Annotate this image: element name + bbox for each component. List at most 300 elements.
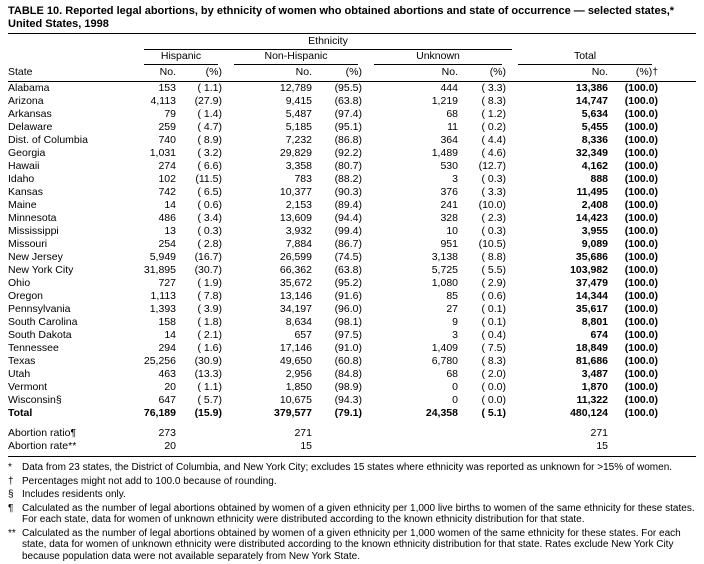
- abortions-table: [8, 35, 696, 457]
- state-cell: Total: [8, 407, 33, 419]
- percent-cell: ( 2.9): [481, 277, 507, 289]
- percent-cell: (100.0): [624, 316, 659, 328]
- count-cell: 727: [158, 277, 176, 289]
- percent-cell: (100.0): [624, 212, 659, 224]
- count-cell: 13,146: [279, 290, 312, 302]
- percent-cell: (63.8): [334, 95, 362, 107]
- percent-cell: ( 4.7): [197, 121, 222, 133]
- percent-cell: (60.8): [334, 355, 362, 367]
- percent-cell: [176, 420, 228, 440]
- state-cell: Minnesota: [8, 212, 57, 224]
- percent-cell: (94.3): [334, 394, 362, 406]
- count-cell: 13: [164, 225, 176, 237]
- count-cell: 35,672: [279, 277, 312, 289]
- table-row: [8, 186, 696, 199]
- percent-cell: (98.9): [334, 381, 362, 393]
- percent-cell: (96.0): [334, 303, 362, 315]
- table-row: [8, 420, 696, 440]
- percent-cell: ( 1.2): [481, 108, 507, 120]
- count-cell: 657: [294, 329, 312, 341]
- count-cell: 1,489: [431, 147, 458, 159]
- state-cell: Hawaii: [8, 160, 40, 172]
- count-cell: 1,031: [149, 147, 176, 159]
- count-cell: 27: [446, 303, 458, 315]
- percent-cell: ( 7.8): [197, 290, 222, 302]
- count-cell: 530: [440, 160, 458, 172]
- percent-cell: (100.0): [624, 173, 659, 185]
- state-cell: Oregon: [8, 290, 44, 302]
- count-cell: 4,113: [150, 95, 176, 107]
- count-cell: 2,956: [285, 368, 312, 380]
- count-cell: 328: [440, 212, 458, 224]
- state-cell: Pennsylvania: [8, 303, 71, 315]
- state-cell: Ohio: [8, 277, 31, 289]
- percent-cell: (86.8): [334, 134, 362, 146]
- percent-cell: (100.0): [624, 342, 659, 354]
- state-cell: Idaho: [8, 173, 35, 185]
- table-row: [8, 225, 696, 238]
- percent-cell: ( 0.6): [481, 290, 507, 302]
- count-cell: 79: [164, 108, 176, 120]
- state-cell: Kansas: [8, 186, 44, 198]
- count-cell: 1,409: [431, 342, 458, 354]
- percent-cell: ( 0.6): [197, 199, 222, 211]
- column-header-row: [8, 65, 696, 82]
- percent-cell: (63.8): [334, 264, 362, 276]
- percent-cell: (88.2): [334, 173, 362, 185]
- state-cell: Georgia: [8, 147, 46, 159]
- percent-cell: ( 6.6): [197, 160, 222, 172]
- percent-cell: ( 8.9): [197, 134, 222, 146]
- percent-cell: (97.4): [334, 108, 362, 120]
- state-cell: New Jersey: [8, 251, 63, 263]
- ethnicity-group-label: Ethnicity: [144, 35, 512, 50]
- table-row: [8, 199, 696, 212]
- state-cell: Texas: [8, 355, 36, 367]
- count-cell: 3,932: [285, 225, 312, 237]
- percent-cell: (100.0): [624, 160, 659, 172]
- count-cell: 444: [440, 82, 458, 94]
- state-cell: Utah: [8, 368, 31, 380]
- count-cell: 11: [447, 121, 458, 133]
- count-cell: 17,146: [279, 342, 312, 354]
- count-cell: 376: [440, 186, 458, 198]
- percent-cell: (90.3): [334, 186, 362, 198]
- count-cell: 68: [446, 108, 458, 120]
- count-cell: 3: [452, 329, 458, 341]
- count-cell: 3: [452, 173, 458, 185]
- count-cell: 31,895: [143, 264, 176, 276]
- percent-cell: ( 4.4): [481, 134, 507, 146]
- count-cell: 5,634: [581, 108, 609, 120]
- header-spacer: [8, 35, 138, 50]
- count-cell: 6,780: [431, 355, 458, 367]
- percent-cell: (100.0): [624, 82, 659, 94]
- non-hispanic-no-header: No.: [228, 65, 312, 82]
- percent-cell: [312, 420, 368, 440]
- state-cell: Dist. of Columbia: [8, 134, 88, 146]
- percent-cell: (15.9): [194, 407, 222, 419]
- percent-cell: ( 1.6): [197, 342, 222, 354]
- percent-cell: ( 2.0): [481, 368, 507, 380]
- count-cell: 35,686: [575, 251, 609, 263]
- percent-cell: [608, 440, 696, 457]
- table-row: [8, 212, 696, 225]
- count-cell: 68: [446, 368, 458, 380]
- count-cell: 3,138: [431, 251, 458, 263]
- count-cell: 2,408: [581, 199, 609, 211]
- ethnicity-header-row: [8, 35, 696, 50]
- state-cell: Maine: [8, 199, 37, 211]
- percent-cell: ( 0.1): [481, 303, 507, 315]
- footnote-marker: †: [8, 475, 14, 487]
- state-cell: Delaware: [8, 121, 53, 133]
- count-cell: 5,487: [285, 108, 312, 120]
- group-header-total: [512, 50, 696, 65]
- group-label: Hispanic: [144, 50, 218, 65]
- group-label: Total: [518, 50, 652, 65]
- table-row: [8, 316, 696, 329]
- group-header-unknown: [368, 50, 512, 65]
- footnote: [8, 462, 696, 474]
- count-cell: 740: [158, 134, 176, 146]
- percent-cell: (30.9): [194, 355, 222, 367]
- percent-cell: ( 4.6): [481, 147, 507, 159]
- count-cell: 9,415: [285, 95, 312, 107]
- footnotes: [8, 462, 696, 562]
- percent-cell: ( 1.1): [197, 82, 222, 94]
- count-cell: 49,650: [279, 355, 312, 367]
- count-cell: 14,747: [575, 95, 609, 107]
- count-cell: 3,358: [285, 160, 312, 172]
- percent-cell: (100.0): [624, 355, 659, 367]
- count-cell: 20: [164, 440, 176, 452]
- percent-cell: ( 0.0): [481, 381, 507, 393]
- group-label: Non-Hispanic: [234, 50, 358, 65]
- percent-cell: (100.0): [624, 95, 659, 107]
- count-cell: 7,232: [285, 134, 312, 146]
- count-cell: 1,113: [150, 290, 176, 302]
- percent-cell: (100.0): [624, 186, 659, 198]
- percent-cell: ( 2.1): [197, 329, 222, 341]
- percent-cell: (100.0): [624, 303, 659, 315]
- footnote: [8, 489, 696, 501]
- header-spacer: [512, 35, 696, 50]
- percent-cell: (94.4): [334, 212, 362, 224]
- count-cell: 13,386: [575, 82, 609, 94]
- percent-cell: [458, 440, 512, 457]
- count-cell: 14: [164, 329, 176, 341]
- percent-cell: ( 8.3): [481, 95, 507, 107]
- percent-cell: ( 1.8): [197, 316, 222, 328]
- table-row: [8, 407, 696, 420]
- percent-cell: (95.2): [334, 277, 362, 289]
- count-cell: 259: [158, 121, 176, 133]
- count-cell: 783: [294, 173, 312, 185]
- table-row: [8, 108, 696, 121]
- table-row: [8, 368, 696, 381]
- percent-cell: ( 0.4): [481, 329, 507, 341]
- percent-cell: ( 1.1): [197, 381, 222, 393]
- count-cell: 10,377: [279, 186, 312, 198]
- count-cell: 103,982: [570, 264, 609, 276]
- footnote-marker: **: [8, 527, 16, 539]
- count-cell: 26,599: [279, 251, 312, 263]
- percent-cell: ( 2.3): [481, 212, 507, 224]
- count-cell: 8,336: [581, 134, 609, 146]
- count-cell: 8,634: [285, 316, 312, 328]
- state-cell: Vermont: [8, 381, 48, 393]
- table-row: [8, 329, 696, 342]
- percent-cell: ( 8.3): [481, 355, 507, 367]
- state-cell: Alabama: [8, 82, 50, 94]
- footnote-text: Calculated as the number of legal abortions obtained by women of a given ethnicity per 1,000 women of the same ethnicity for these states. For each state, data for women of unknown ethnicity were distributed according to the known ethnicity distribution for that state. Rates exclude New York City because population data were not available separately from New York State.: [22, 527, 681, 562]
- percent-cell: ( 0.3): [481, 173, 507, 185]
- percent-cell: ( 0.0): [481, 394, 507, 406]
- table-row: [8, 355, 696, 368]
- percent-cell: (91.6): [334, 290, 362, 302]
- hispanic-pct-header: (%): [176, 65, 228, 82]
- count-cell: 11,322: [576, 394, 609, 406]
- state-cell: New York City: [8, 264, 74, 276]
- percent-cell: ( 5.1): [481, 407, 507, 419]
- count-cell: 11,495: [576, 186, 609, 198]
- count-cell: 5,455: [581, 121, 609, 133]
- percent-cell: ( 6.5): [197, 186, 222, 198]
- total-no-header: No.: [512, 65, 608, 82]
- percent-cell: (10.0): [478, 199, 507, 211]
- hispanic-no-header: No.: [138, 65, 176, 82]
- count-cell: 85: [446, 290, 458, 302]
- state-cell: Arizona: [8, 95, 44, 107]
- count-cell: 66,362: [279, 264, 312, 276]
- state-column-header: State: [8, 65, 138, 82]
- count-cell: 274: [158, 160, 176, 172]
- percent-cell: (11.5): [195, 173, 222, 185]
- group-label: Unknown: [374, 50, 502, 65]
- percent-cell: (30.7): [194, 264, 222, 276]
- state-cell: Abortion rate**: [8, 440, 77, 452]
- footnote-text: Data from 23 states, the District of Columbia, and New York City; excludes 15 states where ethnicity was reported as unknown for >15% of women.: [22, 462, 673, 473]
- percent-cell: (79.1): [334, 407, 362, 419]
- percent-cell: ( 5.5): [481, 264, 507, 276]
- count-cell: 294: [158, 342, 176, 354]
- footnote-marker: §: [8, 489, 14, 500]
- table-row: [8, 173, 696, 186]
- percent-cell: ( 8.8): [481, 251, 507, 263]
- footnote: [8, 503, 696, 526]
- percent-cell: (100.0): [624, 199, 659, 211]
- group-header-non-hispanic: [228, 50, 368, 65]
- count-cell: 0: [452, 394, 458, 406]
- footnote-text: Includes residents only.: [22, 489, 126, 500]
- table-row: [8, 160, 696, 173]
- count-cell: 5,725: [431, 264, 458, 276]
- percent-cell: (100.0): [624, 147, 659, 159]
- percent-cell: (100.0): [624, 329, 659, 341]
- percent-cell: (12.7): [478, 160, 507, 172]
- percent-cell: ( 0.2): [481, 121, 507, 133]
- percent-cell: (95.1): [334, 121, 362, 133]
- count-cell: 102: [158, 173, 176, 185]
- count-cell: 12,789: [279, 82, 312, 94]
- count-cell: 2,153: [285, 199, 312, 211]
- state-cell: South Carolina: [8, 316, 78, 328]
- table-row: [8, 440, 696, 457]
- percent-cell: (91.0): [334, 342, 362, 354]
- state-cell: South Dakota: [8, 329, 72, 341]
- percent-cell: (100.0): [624, 251, 659, 263]
- count-cell: 20: [164, 381, 176, 393]
- table-row: [8, 95, 696, 108]
- count-cell: 29,829: [279, 147, 312, 159]
- count-cell: 888: [590, 173, 609, 185]
- percent-cell: (86.7): [334, 238, 362, 250]
- count-cell: 1,393: [149, 303, 176, 315]
- table-row: [8, 303, 696, 316]
- state-cell: Wisconsin§: [8, 394, 62, 406]
- state-cell: Missouri: [8, 238, 48, 250]
- percent-cell: (100.0): [624, 121, 659, 133]
- count-cell: 1,080: [431, 277, 458, 289]
- count-cell: 951: [440, 238, 458, 250]
- percent-cell: (92.2): [334, 147, 362, 159]
- percent-cell: (100.0): [624, 381, 659, 393]
- count-cell: 76,189: [143, 407, 176, 419]
- count-cell: 3,955: [581, 225, 609, 237]
- percent-cell: (16.7): [194, 251, 222, 263]
- percent-cell: (100.0): [624, 225, 659, 237]
- footnote: [8, 476, 696, 488]
- count-cell: 32,349: [575, 147, 609, 159]
- footnote: [8, 528, 696, 563]
- count-cell: 24,358: [425, 407, 458, 419]
- count-cell: 13,609: [279, 212, 312, 224]
- header-spacer: [8, 50, 138, 65]
- count-cell: 14,344: [575, 290, 609, 302]
- percent-cell: (74.5): [334, 251, 362, 263]
- percent-cell: ( 0.3): [481, 225, 507, 237]
- group-header-hispanic: [138, 50, 228, 65]
- count-cell: 480,124: [570, 407, 609, 419]
- count-cell: 37,479: [575, 277, 609, 289]
- count-cell: 273: [158, 427, 176, 439]
- percent-cell: ( 2.8): [197, 238, 222, 250]
- count-cell: 158: [158, 316, 176, 328]
- footnote-text: Percentages might not add to 100.0 because of rounding.: [22, 475, 277, 487]
- percent-cell: (100.0): [624, 134, 659, 146]
- table-row: [8, 381, 696, 394]
- percent-cell: ( 3.9): [197, 303, 222, 315]
- unknown-no-header: No.: [368, 65, 458, 82]
- group-header-row: [8, 50, 696, 65]
- footnote-text: Calculated as the number of legal abortions obtained by women of a given ethnicity per 1,000 live births to women of the same ethnicity for these states. For each state, data for women of unknown ethnicity were distributed according to the known ethnicity distribution for that state.: [22, 502, 695, 525]
- count-cell: 1,219: [431, 95, 458, 107]
- count-cell: 742: [158, 186, 176, 198]
- ethnicity-group-header: [138, 35, 512, 50]
- count-cell: 241: [440, 199, 458, 211]
- count-cell: 379,577: [274, 407, 312, 419]
- count-cell: 15: [596, 440, 609, 452]
- count-cell: 364: [440, 134, 458, 146]
- count-cell: 15: [300, 440, 312, 452]
- table-row: [8, 394, 696, 407]
- table-row: [8, 290, 696, 303]
- count-cell: 81,686: [575, 355, 609, 367]
- percent-cell: (95.5): [334, 82, 362, 94]
- percent-cell: (100.0): [624, 108, 659, 120]
- count-cell: 10: [446, 225, 458, 237]
- percent-cell: [176, 440, 228, 457]
- state-cell: Arkansas: [8, 108, 52, 120]
- percent-cell: (100.0): [624, 394, 659, 406]
- count-cell: 10,675: [279, 394, 312, 406]
- count-cell: 35,617: [575, 303, 609, 315]
- count-cell: 7,884: [285, 238, 312, 250]
- count-cell: 5,185: [285, 121, 312, 133]
- count-cell: 486: [158, 212, 176, 224]
- count-cell: 14,423: [575, 212, 609, 224]
- table-body: [8, 82, 696, 457]
- table-row: [8, 342, 696, 355]
- table-row: [8, 277, 696, 290]
- count-cell: 1,870: [581, 381, 609, 393]
- percent-cell: (100.0): [624, 264, 659, 276]
- percent-cell: (100.0): [624, 238, 659, 250]
- count-cell: 4,162: [581, 160, 609, 172]
- percent-cell: ( 0.1): [481, 316, 507, 328]
- count-cell: [368, 420, 458, 440]
- state-cell: Mississippi: [8, 225, 59, 237]
- percent-cell: (84.8): [334, 368, 362, 380]
- count-cell: 3,487: [581, 368, 609, 380]
- percent-cell: (98.1): [334, 316, 362, 328]
- table-row: [8, 121, 696, 134]
- count-cell: 254: [158, 238, 176, 250]
- table-row: [8, 134, 696, 147]
- table-title: TABLE 10. Reported legal abortions, by ethnicity of women who obtained abortions and state of occurrence — selected states,* United States, 1998: [8, 5, 696, 34]
- percent-cell: (89.4): [334, 199, 362, 211]
- percent-cell: (100.0): [624, 368, 659, 380]
- percent-cell: ( 5.7): [197, 394, 222, 406]
- count-cell: 153: [158, 82, 176, 94]
- percent-cell: (80.7): [334, 160, 362, 172]
- percent-cell: [608, 420, 696, 440]
- footnote-marker: *: [8, 462, 12, 473]
- count-cell: 463: [158, 368, 176, 380]
- percent-cell: (13.3): [194, 368, 222, 380]
- percent-cell: (10.5): [478, 238, 507, 250]
- percent-cell: ( 7.5): [481, 342, 507, 354]
- percent-cell: ( 3.2): [197, 147, 222, 159]
- percent-cell: ( 0.3): [197, 225, 222, 237]
- count-cell: 25,256: [143, 355, 176, 367]
- count-cell: 5,949: [149, 251, 176, 263]
- count-cell: 271: [590, 427, 609, 439]
- count-cell: 674: [590, 329, 609, 341]
- count-cell: 9: [452, 316, 458, 328]
- count-cell: 0: [452, 381, 458, 393]
- count-cell: 18,849: [575, 342, 609, 354]
- state-cell: Tennessee: [8, 342, 59, 354]
- percent-cell: ( 3.4): [197, 212, 222, 224]
- percent-cell: [312, 440, 368, 457]
- footnote-marker: ¶: [8, 502, 14, 514]
- percent-cell: [458, 420, 512, 440]
- count-cell: 9,089: [581, 238, 609, 250]
- table-row: [8, 251, 696, 264]
- count-cell: 1,850: [285, 381, 312, 393]
